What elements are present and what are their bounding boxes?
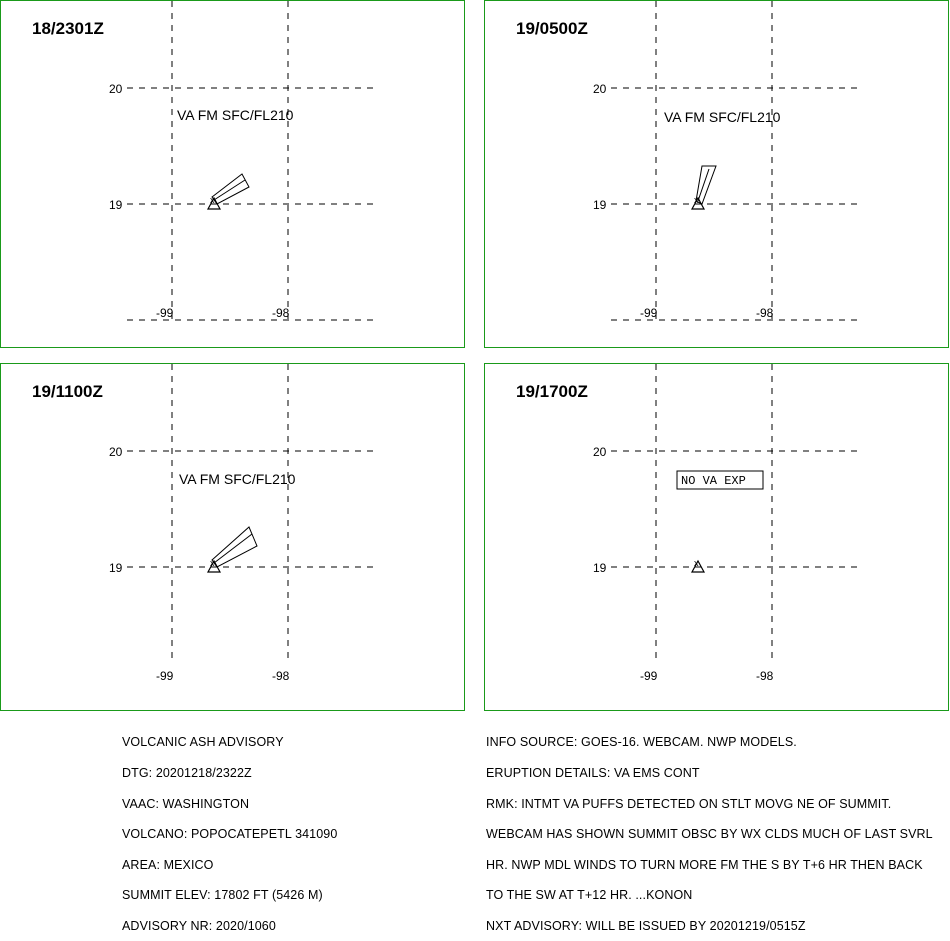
advisory-line: ERUPTION DETAILS: VA EMS CONT	[486, 766, 700, 780]
lat-tick-19: 19	[593, 198, 607, 212]
no-va-label: NO VA EXP	[681, 474, 746, 488]
map-grid	[1, 364, 466, 712]
advisory-line: VAAC: WASHINGTON	[122, 796, 250, 811]
map-panel-1	[0, 0, 465, 348]
advisory-line: VOLCANIC ASH ADVISORY	[122, 735, 284, 750]
advisory-line: VOLCANO: POPOCATEPETL 341090	[122, 827, 338, 842]
lon-tick-98: -98	[756, 669, 774, 683]
map-panel-4	[484, 363, 949, 711]
svg-text:x: x	[694, 558, 699, 568]
panel-time-label: 19/1100Z	[32, 382, 103, 401]
map-grid	[485, 364, 950, 712]
lat-tick-19: 19	[109, 198, 123, 212]
lat-tick-20: 20	[109, 82, 123, 96]
advisory-line: HR. NWP MDL WINDS TO TURN MORE FM THE S BY T+6 HR THEN BACK	[486, 857, 923, 872]
lon-tick-99: -99	[156, 669, 174, 683]
lon-tick-98: -98	[756, 306, 774, 320]
lon-tick-98: -98	[272, 669, 290, 683]
svg-text:x: x	[210, 558, 215, 568]
advisory-line: ADVISORY NR: 2020/1060	[122, 918, 276, 933]
lat-tick-19: 19	[593, 561, 607, 575]
panel-time-label: 19/0500Z	[516, 19, 588, 38]
svg-text:x: x	[210, 195, 215, 205]
advisory-line: WEBCAM HAS SHOWN SUMMIT OBSC BY WX CLDS MUCH OF LAST SVRL	[486, 827, 933, 842]
advisory-line: SUMMIT ELEV: 17802 FT (5426 M)	[122, 888, 323, 903]
ash-label: VA FM SFC/FL210	[177, 107, 294, 123]
lat-tick-20: 20	[593, 445, 607, 459]
advisory-left-text	[122, 717, 337, 941]
advisory-right-text	[486, 717, 933, 941]
ash-label: VA FM SFC/FL210	[179, 471, 296, 487]
advisory-line: INFO SOURCE: GOES-16. WEBCAM. NWP MODELS.	[486, 735, 797, 750]
lon-tick-99: -99	[640, 306, 658, 320]
map-panel-3	[0, 363, 465, 711]
advisory-line: DTG: 20201218/2322Z	[122, 766, 252, 780]
map-grid	[485, 1, 950, 349]
advisory-line: RMK: INTMT VA PUFFS DETECTED ON STLT MOVG NE OF SUMMIT.	[486, 796, 892, 811]
lat-tick-20: 20	[109, 445, 123, 459]
map-panel-2	[484, 0, 949, 348]
lat-tick-19: 19	[109, 561, 123, 575]
panel-time-label: 19/1700Z	[516, 382, 588, 401]
advisory-line: AREA: MEXICO	[122, 857, 214, 872]
svg-text:x: x	[694, 195, 699, 205]
lon-tick-99: -99	[156, 306, 174, 320]
lon-tick-99: -99	[640, 669, 658, 683]
panel-time-label: 18/2301Z	[32, 19, 104, 38]
map-grid	[1, 1, 466, 349]
ash-label: VA FM SFC/FL210	[664, 109, 781, 125]
lon-tick-98: -98	[272, 306, 290, 320]
lat-tick-20: 20	[593, 82, 607, 96]
advisory-line: TO THE SW AT T+12 HR. ...KONON	[486, 888, 693, 903]
advisory-line: NXT ADVISORY: WILL BE ISSUED BY 20201219/0515Z	[486, 918, 806, 933]
